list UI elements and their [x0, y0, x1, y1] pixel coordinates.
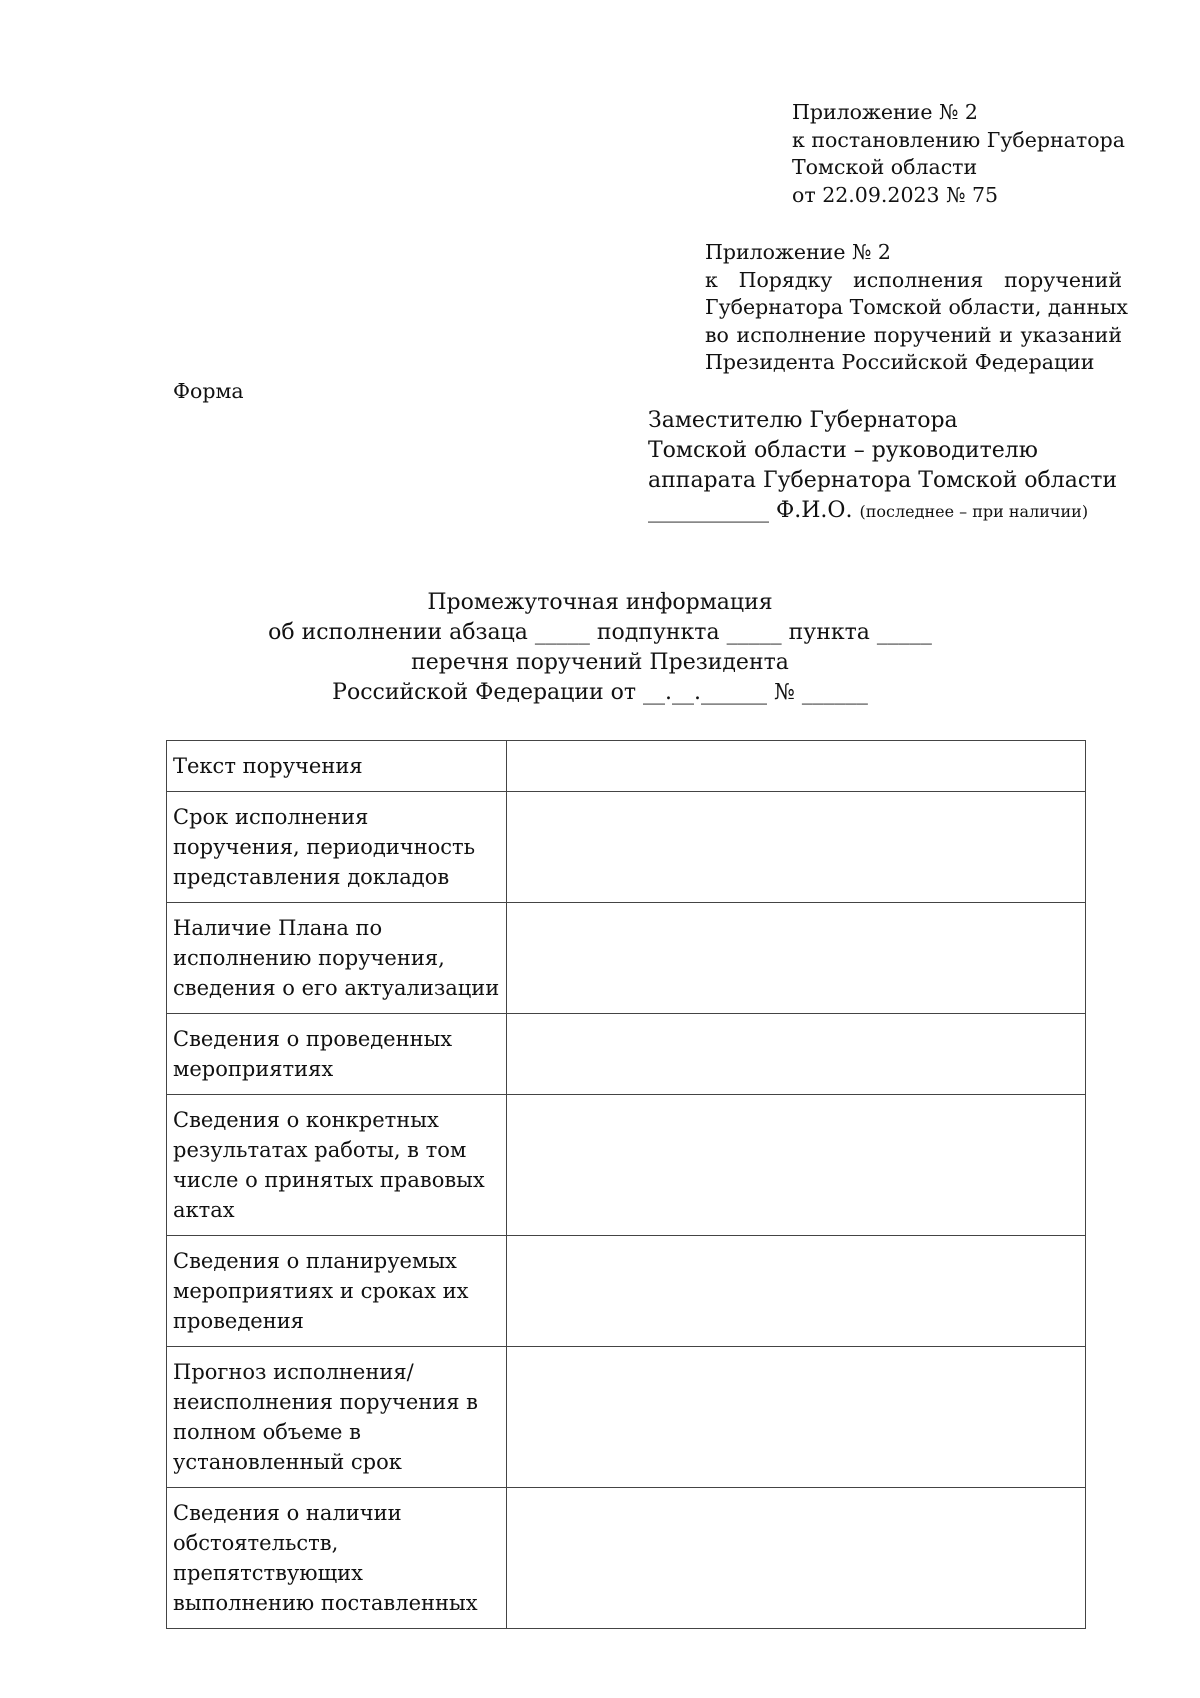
row-label-assignment-text: Текст поручения [167, 741, 507, 792]
table-row [167, 1014, 1086, 1095]
appendix-decree-line-2: к постановлению Губернатора [792, 127, 1125, 152]
row-value-events-held[interactable] [507, 1014, 1086, 1095]
heading-line-4: Российской Федерации от __.__.______ № ______ [332, 680, 868, 705]
appendix-decree-line-4: от 22.09.2023 № 75 [792, 182, 999, 207]
appendix-procedure-header [705, 239, 1128, 377]
appendix-procedure-line-1: Приложение № 2 [705, 240, 891, 264]
appendix-procedure-line-5: Президента Российской Федерации [705, 350, 1095, 374]
row-value-assignment-text[interactable] [507, 741, 1086, 792]
document-heading [150, 588, 1050, 708]
appendix-decree-header [792, 99, 1125, 209]
addressee-signature-line: ___________ Ф.И.О. [648, 498, 853, 523]
row-label-plan: Наличие Плана по исполнению поручения, сведения о его актуализации [167, 903, 507, 1014]
row-label-planned-events: Сведения о планируемых мероприятиях и сроках их проведения [167, 1236, 507, 1347]
addressee-block [648, 406, 1128, 527]
row-label-obstacles: Сведения о наличии обстоятельств, препятствующих выполнению поставленных [167, 1488, 507, 1629]
row-value-results[interactable] [507, 1095, 1086, 1236]
appendix-procedure-line-3: Губернатора Томской области, данных [705, 295, 1128, 319]
table-row [167, 792, 1086, 903]
appendix-procedure-line-2: к Порядку исполнения поручений [705, 267, 1122, 292]
addressee-line-1: Заместителю Губернатора [648, 408, 958, 433]
table-row [167, 903, 1086, 1014]
appendix-decree-line-3: Томской области [792, 155, 978, 179]
row-value-plan[interactable] [507, 903, 1086, 1014]
heading-line-1: Промежуточная информация [427, 590, 773, 615]
row-value-obstacles[interactable] [507, 1488, 1086, 1629]
row-label-forecast: Прогноз исполнения/неисполнения поручения в полном объеме в установленный срок [167, 1347, 507, 1488]
report-form-table [166, 740, 1086, 1629]
appendix-decree-line-1: Приложение № 2 [792, 100, 978, 124]
row-value-forecast[interactable] [507, 1347, 1086, 1488]
addressee-signature-row [648, 496, 1128, 527]
table-row [167, 741, 1086, 792]
table-row [167, 1095, 1086, 1236]
table-row [167, 1236, 1086, 1347]
addressee-line-3: аппарата Губернатора Томской области [648, 468, 1118, 493]
heading-line-3: перечня поручений Президента [411, 650, 789, 675]
form-label: Форма [173, 379, 244, 403]
appendix-procedure-line-4: во исполнение поручений и указаний [705, 322, 1122, 347]
row-label-deadline: Срок исполнения поручения, периодичность представления докладов [167, 792, 507, 903]
row-value-deadline[interactable] [507, 792, 1086, 903]
heading-line-2: об исполнении абзаца _____ подпункта _____ пункта _____ [268, 620, 932, 645]
row-value-planned-events[interactable] [507, 1236, 1086, 1347]
addressee-signature-note: (последнее – при наличии) [859, 502, 1089, 521]
row-label-events-held: Сведения о проведенных мероприятиях [167, 1014, 507, 1095]
addressee-line-2: Томской области – руководителю [648, 438, 1038, 463]
row-label-results: Сведения о конкретных результатах работы, в том числе о принятых правовых актах [167, 1095, 507, 1236]
table-row [167, 1488, 1086, 1629]
table-row [167, 1347, 1086, 1488]
